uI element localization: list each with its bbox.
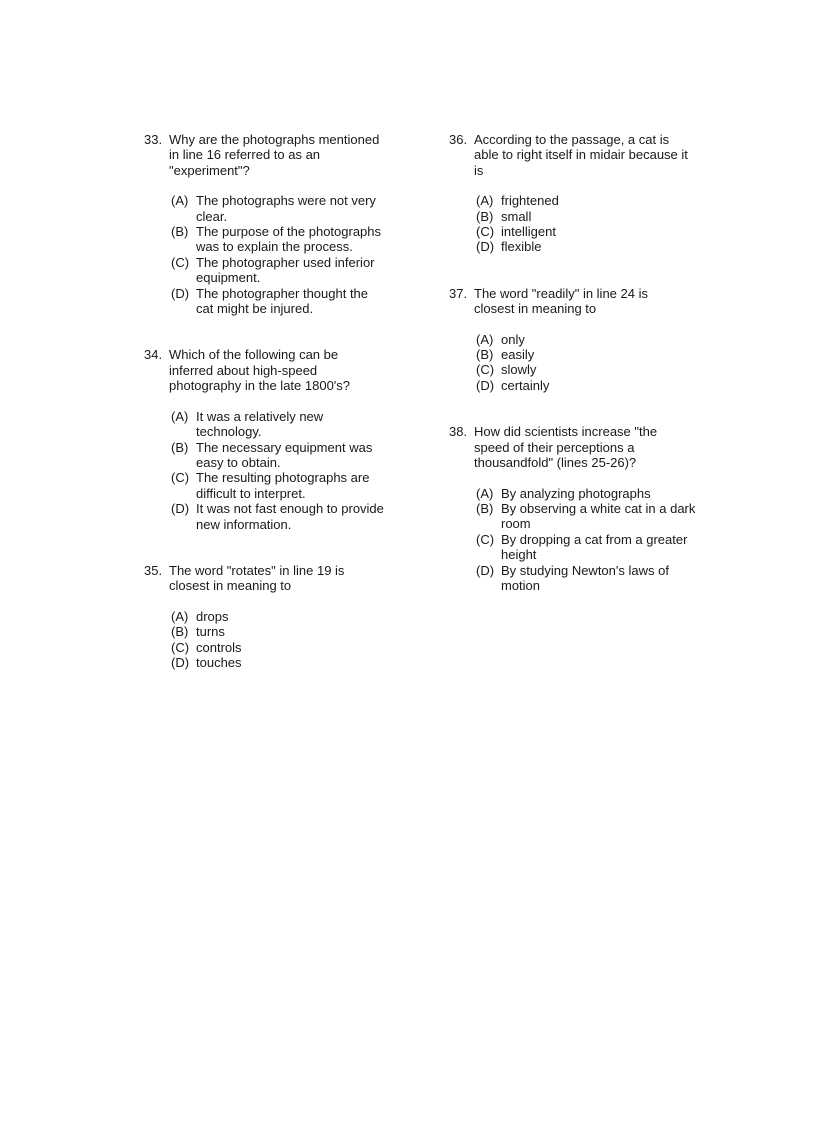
option-label: (A) bbox=[171, 193, 189, 209]
question-number: 36. bbox=[449, 132, 468, 147]
question-text: Why are the photographs mentioned in line 16 referred to as an "experiment"? bbox=[169, 132, 380, 178]
question-37 bbox=[449, 286, 699, 393]
option-text: frightened bbox=[501, 193, 559, 209]
option-label: (B) bbox=[476, 208, 494, 224]
option-d[interactable] bbox=[476, 563, 699, 594]
option-text: By observing a white cat in a dark room bbox=[501, 500, 696, 532]
option-label: (A) bbox=[476, 331, 494, 347]
option-text: It was not fast enough to provide new information. bbox=[196, 501, 384, 532]
question-number: 37. bbox=[449, 285, 468, 301]
option-a[interactable] bbox=[476, 332, 699, 347]
option-c[interactable] bbox=[476, 362, 699, 377]
option-label: (A) bbox=[476, 193, 494, 209]
option-b[interactable] bbox=[476, 209, 699, 224]
question-number: 38. bbox=[449, 424, 468, 440]
option-label: (B) bbox=[171, 624, 189, 640]
answer-options bbox=[171, 409, 394, 532]
question-text: The word "readily" in line 24 is closest in meaning to bbox=[474, 285, 648, 317]
option-text: The photographer used inferior equipment. bbox=[196, 254, 375, 286]
question-36 bbox=[449, 132, 699, 255]
option-label: (D) bbox=[476, 562, 495, 578]
option-label: (A) bbox=[171, 608, 189, 624]
question-38 bbox=[449, 424, 699, 593]
answer-options bbox=[476, 332, 699, 394]
option-text: drops bbox=[196, 608, 229, 624]
question-33 bbox=[144, 132, 394, 316]
option-b[interactable] bbox=[171, 440, 394, 471]
option-a[interactable] bbox=[476, 193, 699, 208]
option-label: (B) bbox=[171, 224, 189, 240]
option-label: (C) bbox=[171, 470, 190, 486]
option-c[interactable] bbox=[171, 470, 394, 501]
option-d[interactable] bbox=[171, 501, 394, 532]
option-text: The necessary equipment was easy to obtain. bbox=[196, 439, 373, 470]
option-text: turns bbox=[196, 624, 225, 640]
option-text: easily bbox=[501, 347, 535, 363]
option-label: (A) bbox=[171, 408, 189, 424]
option-label: (C) bbox=[476, 531, 495, 547]
option-text: By analyzing photographs bbox=[501, 485, 651, 501]
left-column bbox=[144, 132, 394, 670]
option-b[interactable] bbox=[171, 224, 394, 255]
option-text: certainly bbox=[501, 377, 550, 393]
option-d[interactable] bbox=[171, 655, 394, 670]
question-text: How did scientists increase "the speed of their perceptions a thousandfold" (lines 25-26)? bbox=[474, 424, 658, 471]
option-c[interactable] bbox=[476, 532, 699, 563]
option-c[interactable] bbox=[476, 224, 699, 239]
answer-options bbox=[171, 609, 394, 671]
option-label: (B) bbox=[476, 500, 494, 516]
option-text: flexible bbox=[501, 239, 542, 255]
question-text: According to the passage, a cat is able to right itself in midair because it is bbox=[474, 132, 688, 178]
option-label: (B) bbox=[171, 439, 189, 455]
option-label: (D) bbox=[171, 285, 190, 301]
option-text: only bbox=[501, 331, 525, 347]
option-d[interactable] bbox=[171, 286, 394, 317]
option-c[interactable] bbox=[171, 640, 394, 655]
option-a[interactable] bbox=[476, 486, 699, 501]
question-number: 35. bbox=[144, 562, 163, 578]
option-label: (D) bbox=[171, 501, 190, 517]
option-c[interactable] bbox=[171, 255, 394, 286]
question-35 bbox=[144, 563, 394, 670]
question-number: 33. bbox=[144, 132, 163, 147]
option-text: The photographs were not very clear. bbox=[196, 193, 376, 224]
right-column bbox=[449, 132, 699, 593]
option-d[interactable] bbox=[476, 378, 699, 393]
answer-options bbox=[476, 193, 699, 255]
question-text: Which of the following can be inferred about high-speed photography in the late 1800's? bbox=[169, 347, 351, 394]
option-text: controls bbox=[196, 639, 242, 655]
option-text: slowly bbox=[501, 362, 537, 378]
option-label: (C) bbox=[476, 224, 495, 240]
option-label: (D) bbox=[476, 239, 495, 255]
option-label: (A) bbox=[476, 485, 494, 501]
option-text: touches bbox=[196, 654, 242, 670]
answer-options bbox=[476, 486, 699, 594]
option-label: (D) bbox=[171, 654, 190, 670]
option-d[interactable] bbox=[476, 239, 699, 254]
option-text: The purpose of the photographs was to explain the process. bbox=[196, 224, 382, 255]
option-text: small bbox=[501, 208, 532, 224]
question-text: The word "rotates" in line 19 is closest in meaning to bbox=[169, 562, 345, 594]
option-text: The photographer thought the cat might be injured. bbox=[196, 285, 369, 317]
option-label: (D) bbox=[476, 377, 495, 393]
option-b[interactable] bbox=[476, 501, 699, 532]
option-label: (C) bbox=[171, 639, 190, 655]
question-34 bbox=[144, 347, 394, 531]
option-label: (C) bbox=[476, 362, 495, 378]
option-a[interactable] bbox=[171, 609, 394, 624]
option-label: (B) bbox=[476, 347, 494, 363]
option-b[interactable] bbox=[171, 624, 394, 639]
option-text: intelligent bbox=[501, 224, 556, 240]
option-a[interactable] bbox=[171, 193, 394, 224]
question-number: 34. bbox=[144, 347, 163, 363]
answer-options bbox=[171, 193, 394, 316]
option-text: By dropping a cat from a greater height bbox=[501, 531, 688, 563]
option-label: (C) bbox=[171, 254, 190, 270]
option-text: By studying Newton's laws of motion bbox=[501, 562, 669, 593]
option-text: It was a relatively new technology. bbox=[196, 408, 324, 440]
option-text: The resulting photographs are difficult to interpret. bbox=[196, 470, 370, 501]
option-b[interactable] bbox=[476, 347, 699, 362]
option-a[interactable] bbox=[171, 409, 394, 440]
